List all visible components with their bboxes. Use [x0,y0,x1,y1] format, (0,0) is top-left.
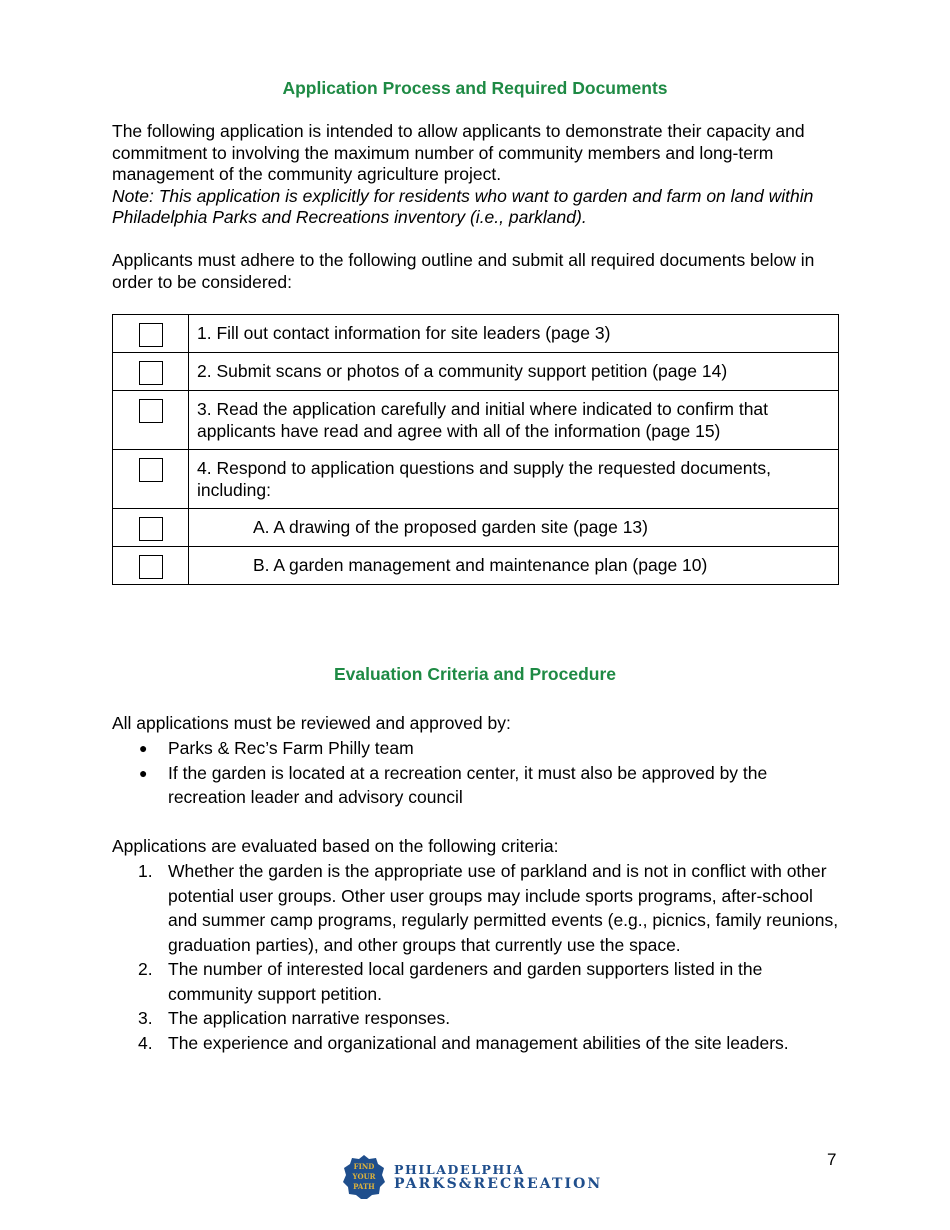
bullet-icon: ● [139,764,148,781]
checklist-item-text: 2. Submit scans or photos of a community support petition (page 14) [189,353,839,391]
checklist-item-text: 3. Read the application carefully and initial where indicated to confirm that applicants have read and agree with all of the information (page 15) [189,391,839,450]
reviewer-text: Parks & Rec’s Farm Philly team [168,738,414,758]
logo-line-parks-recreation: PARKS&RECREATION [394,1176,603,1192]
criteria-list [112,859,842,1055]
section-heading-evaluation-criteria: Evaluation Criteria and Procedure [333,664,617,684]
checklist-row [113,547,839,585]
criterion-text: The application narrative responses. [168,1008,451,1028]
badge-line: YOUR [352,1172,376,1181]
reviewer-text: If the garden is located at a recreation center, it must also be approved by the recreation leader and advisory council [168,762,768,807]
outline-intro: Applicants must adhere to the following outline and submit all required documents below in order to be considered: [112,250,815,292]
reviewers-list [112,736,842,810]
list-number: 1. [138,861,153,881]
checklist-row [113,509,839,547]
list-item [112,1006,842,1031]
list-item [112,761,842,810]
checklist-item-text: B. A garden management and maintenance plan (page 10) [189,547,839,585]
criterion-text: The experience and organizational and management abilities of the site leaders. [168,1032,789,1053]
checkbox-garden-drawing[interactable] [139,517,163,541]
review-intro: All applications must be reviewed and approved by: [112,713,511,733]
checklist-item-text: A. A drawing of the proposed garden site (page 13) [189,509,839,547]
list-item [112,957,842,1006]
checkbox-management-plan[interactable] [139,555,163,579]
list-item [112,736,842,761]
checklist-row [113,315,839,353]
badge-line: FIND [353,1162,375,1171]
checkbox-support-petition[interactable] [139,361,163,385]
checkbox-read-application[interactable] [139,399,163,423]
bullet-icon: ● [139,740,148,756]
criterion-text: Whether the garden is the appropriate use of parkland and is not in conflict with other potential user groups. Other user groups may include sports programs, after-school and summer camp programs, regularly permitted events (e.g., picnics, family reunions, graduation parties), and other groups that currently use the space. [168,861,839,955]
checkbox-application-questions[interactable] [139,458,163,482]
intro-paragraph [112,121,842,229]
criterion-text: The number of interested local gardeners and garden supporters listed in the community support petition. [168,959,763,1004]
section-heading-application-process: Application Process and Required Documents [282,78,668,98]
badge-line: PATH [353,1182,375,1191]
find-your-path-badge-icon [342,1154,386,1200]
parks-recreation-logo [394,1163,602,1192]
checklist-row [113,450,839,509]
list-number: 3. [138,1008,153,1028]
logo-line-philadelphia: PHILADELPHIA [394,1162,525,1177]
checklist-item-text: 4. Respond to application questions and supply the requested documents, including: [189,450,839,509]
list-item [112,859,842,957]
required-documents-checklist [112,314,839,585]
checklist-item-text: 1. Fill out contact information for site leaders (page 3) [189,315,839,353]
checkbox-contact-info[interactable] [139,323,163,347]
checklist-row [113,391,839,450]
checklist-row [113,353,839,391]
note-text: Note: This application is explicitly for residents who want to garden and farm on land within Philadelphia Parks and Recreations inventory (i.e., parkland). [112,185,814,227]
page-number: 7 [827,1150,837,1169]
list-number: 4. [138,1032,153,1053]
list-item [112,1031,842,1056]
intro-text: The following application is intended to allow applicants to demonstrate their capacity and commitment to involving the maximum number of community members and long-term management of the community agriculture project. [112,121,805,184]
criteria-intro: Applications are evaluated based on the following criteria: [112,836,559,856]
list-number: 2. [138,959,153,979]
